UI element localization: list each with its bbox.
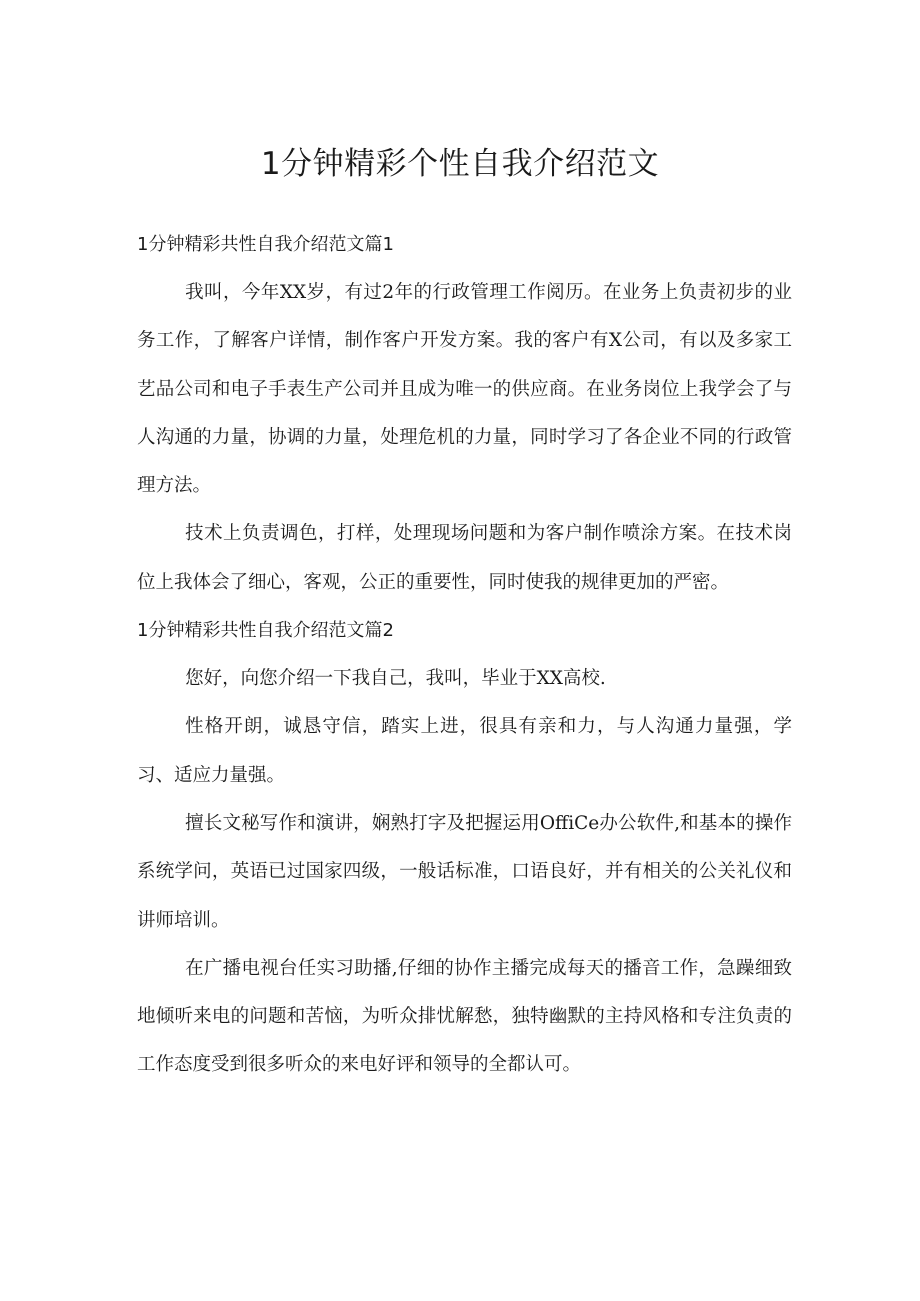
document-title: 1分钟精彩个性自我介绍范文 — [260, 146, 660, 182]
section-heading: 1分钟精彩共性自我介绍范文篇1 — [137, 234, 394, 255]
section-heading: 1分钟精彩共性自我介绍范文篇2 — [137, 620, 394, 642]
paragraph: 擅长文秘写作和演讲，娴熟打字及把握运用OffiCe办公软件,和基本的操作系统学问，英语已过国家四级，一般话标准，口语良好，并有相关的公关礼仪和讲师培训。 — [137, 812, 792, 931]
paragraph: 您好，向您介绍一下我自己，我叫，毕业于XX高校. — [185, 668, 606, 690]
document-body — [137, 221, 792, 1090]
paragraph: 技术上负责调色，打样，处理现场问题和为客户制作喷涂方案。在技术岗位上我体会了细心，客观，公正的重要性，同时使我的规律更加的严密。 — [137, 523, 792, 593]
paragraph: 性格开朗，诚恳守信，踏实上进，很具有亲和力，与人沟通力量强，学习、适应力量强。 — [137, 716, 792, 786]
paragraph: 我叫，今年XX岁，有过2年的行政管理工作阅历。在业务上负责初步的业务工作，了解客户详情，制作客户开发方案。我的客户有X公司，有以及多家工艺品公司和电子手表生产公司并且成为唯一的供应商。在业务岗位上我学会了与人沟通的力量，协调的力量，处理危机的力量，同时学习了各企业不同的行政管理方法。 — [137, 282, 792, 497]
paragraph: 在广播电视台任实习助播,仔细的协作主播完成每天的播音工作，急躁细致地倾听来电的问题和苦恼，为听众排忧解愁，独特幽默的主持风格和专注负责的工作态度受到很多听众的来电好评和领导的全都认可。 — [137, 957, 792, 1076]
